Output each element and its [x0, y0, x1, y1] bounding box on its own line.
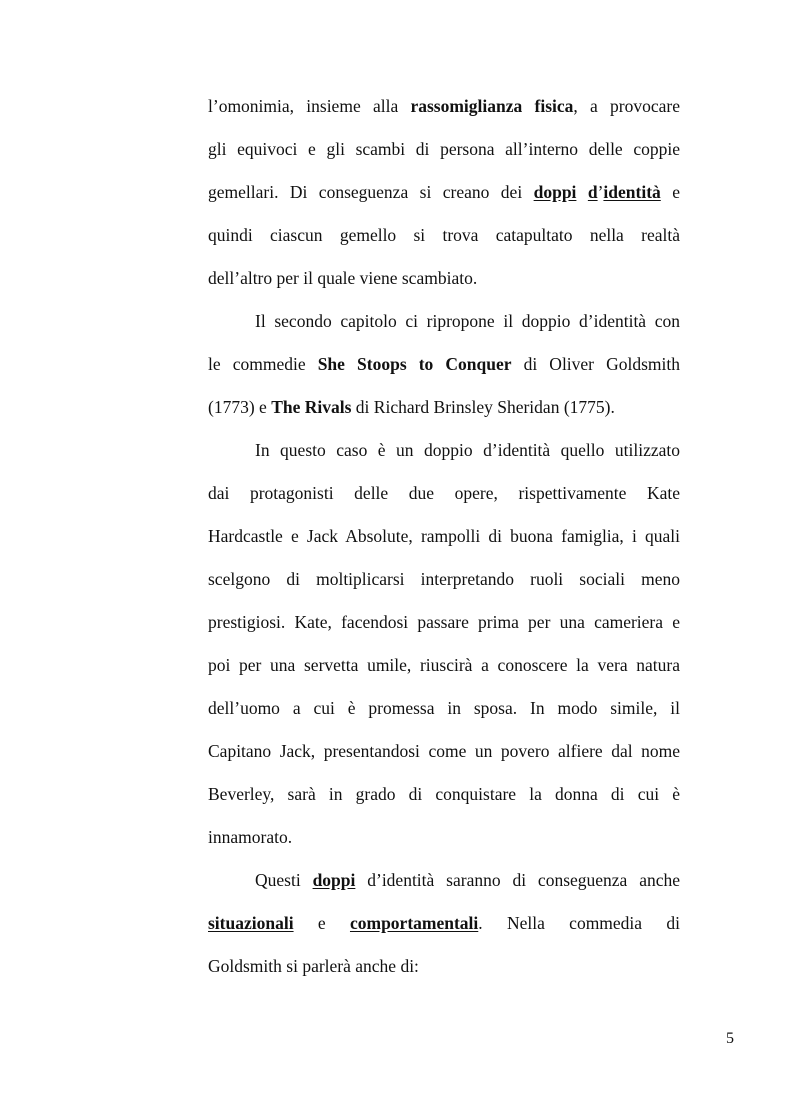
- underlined-term-d: d: [587, 182, 598, 202]
- text-line: prestigiosi. Kate, facendosi passare prima per una cameriera e: [208, 612, 680, 632]
- text-line: dell’uomo a cui è promessa in sposa. In modo simile, il: [208, 698, 680, 718]
- text-run: e: [293, 913, 350, 933]
- paragraph-4: [208, 859, 680, 988]
- text-line: In questo caso è un doppio d’identità quello utilizzato: [255, 440, 680, 460]
- text-run: d’identità saranno di conseguenza anche: [355, 870, 680, 890]
- text-run: le commedie: [208, 354, 318, 374]
- underlined-term-doppi: doppi: [533, 182, 577, 202]
- bold-term-rassomiglianza-fisica: rassomiglianza fisica: [410, 96, 574, 116]
- text-line: Capitano Jack, presentandosi come un povero alfiere dal nome: [208, 741, 680, 761]
- text-run: e: [660, 182, 680, 202]
- text-run: (1773) e: [208, 397, 272, 417]
- text-run: ’: [597, 182, 604, 202]
- paragraph-3: [208, 429, 680, 859]
- text-run: . Nella commedia di: [478, 913, 680, 933]
- text-run: , a provocare: [573, 96, 680, 116]
- paragraph-1: [208, 85, 680, 300]
- paragraph-2: [208, 300, 680, 429]
- text-line: innamorato.: [208, 827, 293, 847]
- text-line: Goldsmith si parlerà anche di:: [208, 956, 419, 976]
- text-line: [208, 386, 680, 429]
- text-line: [208, 171, 680, 214]
- text-line: [208, 85, 680, 128]
- text-run: di Oliver Goldsmith: [511, 354, 680, 374]
- text-line: [208, 859, 680, 902]
- text-run: di Richard Brinsley Sheridan (1775).: [351, 397, 615, 417]
- bold-title-the-rivals: The Rivals: [271, 397, 352, 417]
- text-run: gemellari. Di conseguenza si creano dei: [208, 182, 534, 202]
- underlined-term-comportamentali: comportamentali: [349, 913, 479, 933]
- text-line: gli equivoci e gli scambi di persona all’interno delle coppie: [208, 139, 680, 159]
- text-line: Il secondo capitolo ci ripropone il doppio d’identità con: [255, 311, 680, 331]
- bold-title-she-stoops-to-conquer: She Stoops to Conquer: [317, 354, 512, 374]
- text-line: [208, 343, 680, 386]
- underlined-term-doppi: doppi: [312, 870, 356, 890]
- text-line: [208, 902, 680, 945]
- underlined-term-situazionali: situazionali: [208, 913, 294, 933]
- underlined-term-identita: identità: [603, 182, 661, 202]
- text-line: Beverley, sarà in grado di conquistare la donna di cui è: [208, 784, 680, 804]
- text-line: poi per una servetta umile, riuscirà a conoscere la vera natura: [208, 655, 680, 675]
- text-line: dell’altro per il quale viene scambiato.: [208, 268, 478, 288]
- text-line: quindi ciascun gemello si trova catapultato nella realtà: [208, 225, 680, 245]
- text-line: Hardcastle e Jack Absolute, rampolli di buona famiglia, i quali: [208, 526, 680, 546]
- text-line: dai protagonisti delle due opere, rispettivamente Kate: [208, 483, 680, 503]
- text-line: scelgono di moltiplicarsi interpretando ruoli sociali meno: [208, 569, 680, 589]
- page-number: 5: [726, 1030, 734, 1047]
- text-run: Questi: [255, 870, 313, 890]
- body-text: [208, 85, 680, 988]
- text-run: l’omonimia, insieme alla: [208, 96, 411, 116]
